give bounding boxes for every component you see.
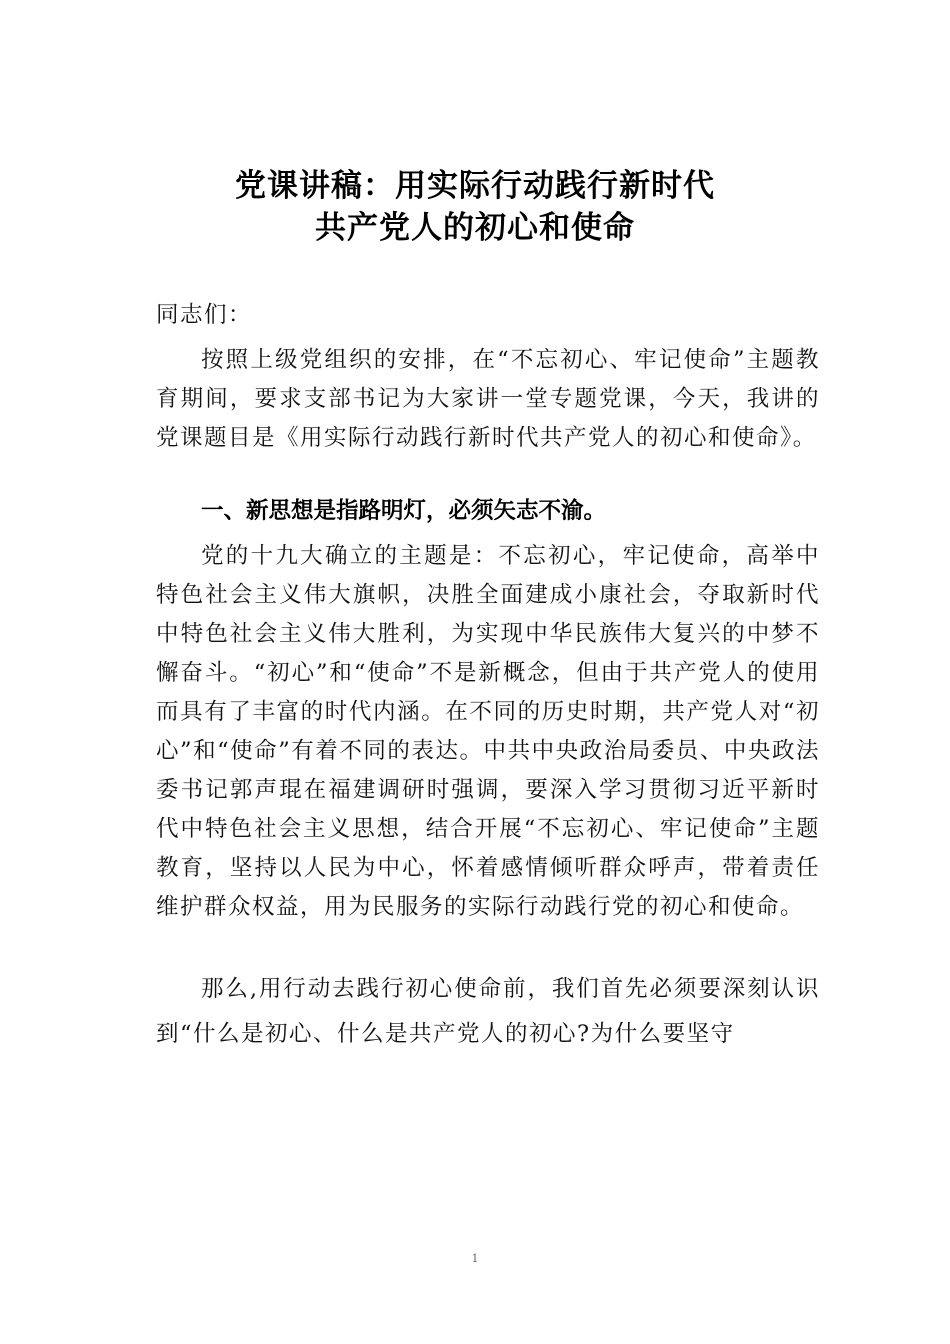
- paragraph-intro: 按照上级党组织的安排，在“不忘初心、牢记使命”主题教育期间，要求支部书记为大家讲一堂专题党课，今天，我讲的党课题目是《用实际行动践行新时代共产党人的初心和使命》。: [156, 347, 820, 451]
- section-heading-1: 一、新思想是指路明灯，必须矢志不渝。: [201, 498, 607, 524]
- page-number: 1: [471, 1252, 479, 1265]
- paragraph-continuation: 那么,用行动去践行初心使命前，我们首先必须要深刻认识到“什么是初心、什么是共产党人的初心?为什么要坚守: [156, 976, 820, 1047]
- document-title-line-2: 共产党人的初心和使命: [315, 210, 635, 246]
- document-title-line-1: 党课讲稿：用实际行动践行新时代: [235, 168, 715, 204]
- paragraph-section-1: 党的十九大确立的主题是：不忘初心，牢记使命，高举中特色社会主义伟大旗帜，决胜全面建成小康社会，夺取新时代中特色社会主义伟大胜利，为实现中华民族伟大复兴的中梦不懈奋斗。“初心”和“使命”不是新概念，但由于共产党人的使用而具有了丰富的时代内涵。在不同的历史时期，共产党人对“初心”和“使命”有着不同的表达。中共中央政治局委员、中央政法委书记郭声琨在福建调研时强调，要深入学习贯彻习近平新时代中特色社会主义思想，结合开展“不忘初心、牢记使命”主题教育，坚持以人民为中心，怀着感情倾听群众呼声，带着责任维护群众权益，用为民服务的实际行动践行党的初心和使命。: [156, 543, 820, 920]
- salutation: 同志们：: [156, 302, 253, 328]
